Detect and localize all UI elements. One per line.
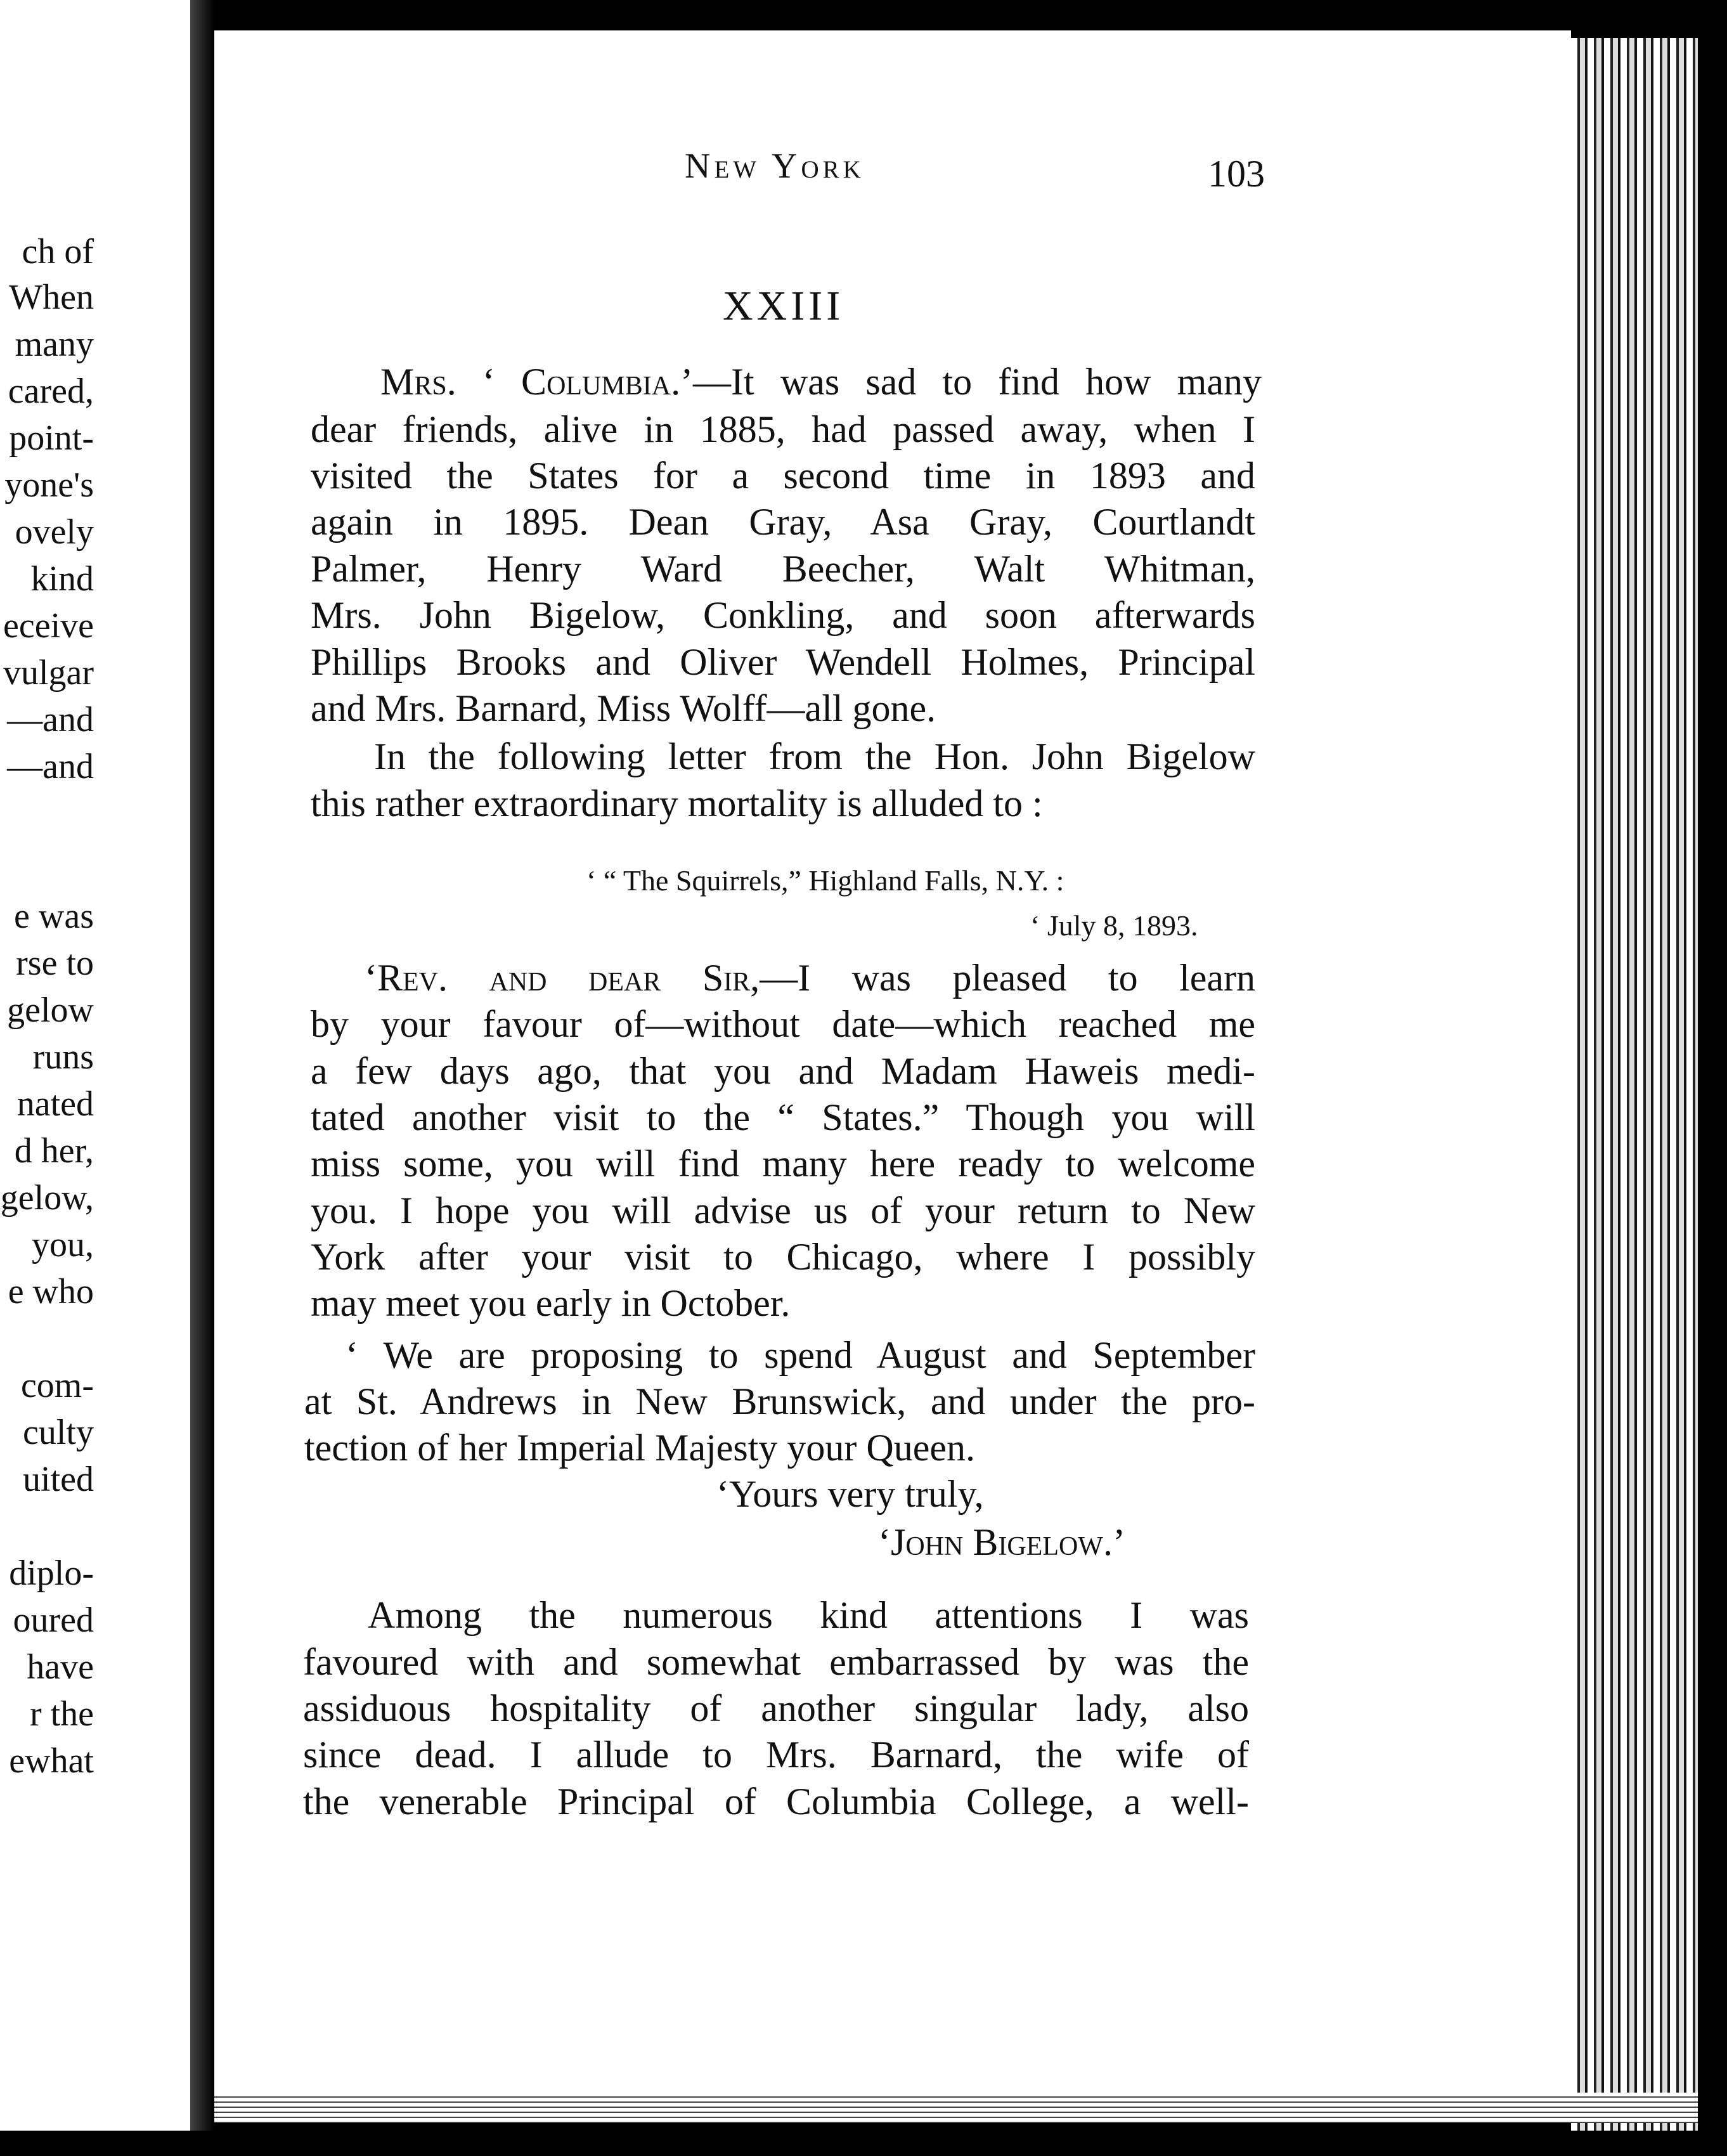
left-page-text-fragment: d her, [14, 1131, 94, 1171]
paragraph-line-text: —It was sad to find how many [693, 361, 1262, 403]
running-head: New York [685, 146, 865, 186]
paragraph-line: again in 1895. Dean Gray, Asa Gray, Courtlandt [311, 501, 1255, 543]
paragraph-line: dear friends, alive in 1885, had passed away, when I [311, 408, 1255, 450]
paragraph-line: Palmer, Henry Ward Beecher, Walt Whitman, [311, 548, 1255, 590]
paragraph-line: Phillips Brooks and Oliver Wendell Holmes, Principal [311, 641, 1255, 683]
left-page-text-fragment: gelow, [0, 1178, 94, 1218]
left-page-text-fragment: cared, [8, 372, 94, 411]
left-page-text-fragment: ewhat [9, 1741, 94, 1781]
left-page-text-fragment: diplo- [9, 1554, 94, 1593]
letter-line: York after your visit to Chicago, where I possibly [311, 1236, 1255, 1278]
left-page-text-fragment: —and [7, 700, 94, 739]
letter-date: ‘ July 8, 1893. [1030, 909, 1198, 942]
letter-line: miss some, you will find many here ready to welcome [311, 1143, 1255, 1185]
left-page-text-fragment: uited [23, 1460, 94, 1499]
left-page-text-fragment: nated [16, 1084, 94, 1124]
left-page-text-fragment: point- [9, 419, 94, 458]
left-page-text-fragment: ch of [22, 232, 94, 271]
letter-line-text: —I was pleased to learn [760, 957, 1255, 999]
left-page-text-fragment: runs [32, 1037, 94, 1077]
letter-line [365, 954, 1255, 1001]
left-page-text-fragment: oured [13, 1601, 94, 1640]
paragraph-line: favoured with and somewhat embarrassed by was the [303, 1641, 1249, 1683]
left-page-text-fragment: com- [20, 1366, 94, 1405]
paragraph-line: visited the States for a second time in 1893 and [311, 455, 1255, 497]
paragraph-line: this rather extraordinary mortality is alluded to : [311, 783, 1043, 824]
left-page-text-fragment: —and [7, 747, 94, 786]
paragraph-lead: Mrs. ‘ Columbia.’ [380, 361, 694, 403]
letter-line: you. I hope you will advise us of your return to New [311, 1190, 1255, 1231]
paragraph-line: since dead. I allude to Mrs. Barnard, the wife of [303, 1734, 1249, 1776]
left-page-fragment [0, 0, 190, 2131]
left-page-text-fragment: When [9, 278, 94, 317]
chapter-number: XXIII [723, 283, 844, 329]
left-page-text-fragment: vulgar [3, 653, 94, 692]
page-edges [1571, 38, 1698, 2131]
letter-line: ‘ We are proposing to spend August and September [346, 1334, 1255, 1376]
letter-line: may meet you early in October. [311, 1282, 791, 1324]
letter-address: ‘ “ The Squirrels,” Highland Falls, N.Y. : [586, 864, 1064, 897]
left-page-text-fragment: culty [23, 1413, 94, 1452]
left-page-text-fragment: e who [8, 1272, 94, 1311]
letter-line: by your favour of—without date—which reached me [311, 1003, 1255, 1045]
left-page-text-fragment: yone's [4, 465, 94, 505]
paragraph-line [380, 358, 1262, 405]
book-gutter [190, 0, 214, 2131]
letter-line: at St. Andrews in New Brunswick, and under the pro- [304, 1380, 1255, 1422]
paragraph-line: and Mrs. Barnard, Miss Wolff—all gone. [311, 687, 936, 729]
letter-signature: ‘John Bigelow.’ [878, 1521, 1125, 1563]
letter-line: tection of her Imperial Majesty your Queen. [304, 1427, 975, 1469]
left-page-text-fragment: eceive [3, 606, 94, 646]
left-page-text-fragment: ovely [15, 512, 94, 552]
left-page-text-fragment: r the [29, 1694, 94, 1734]
left-page-text-fragment: rse to [16, 944, 94, 983]
left-page-text-fragment: you, [32, 1225, 94, 1264]
paragraph-line: Mrs. John Bigelow, Conkling, and soon afterwards [311, 594, 1255, 636]
left-page-text-fragment: e was [14, 897, 94, 936]
paragraph-line: Among the numerous kind attentions I was [368, 1594, 1249, 1636]
letter-salutation: ‘Rev. and dear Sir, [365, 957, 760, 999]
letter-line: a few days ago, that you and Madam Haweis medi- [311, 1050, 1255, 1092]
paragraph-line: In the following letter from the Hon. John Bigelow [374, 736, 1255, 777]
paragraph-line: the venerable Principal of Columbia College, a well- [303, 1781, 1249, 1822]
page-number: 103 [1208, 153, 1265, 195]
left-page-text-fragment: kind [30, 559, 94, 599]
page-bottom-edge [214, 2093, 1698, 2123]
left-page-text-fragment: have [27, 1647, 94, 1687]
letter-line: tated another visit to the “ States.” Though you will [311, 1096, 1255, 1138]
left-page-text-fragment: many [15, 325, 94, 364]
paragraph-line: assiduous hospitality of another singular lady, also [303, 1687, 1249, 1729]
letter-closing: ‘Yours very truly, [716, 1473, 984, 1515]
left-page-text-fragment: gelow [7, 990, 94, 1030]
